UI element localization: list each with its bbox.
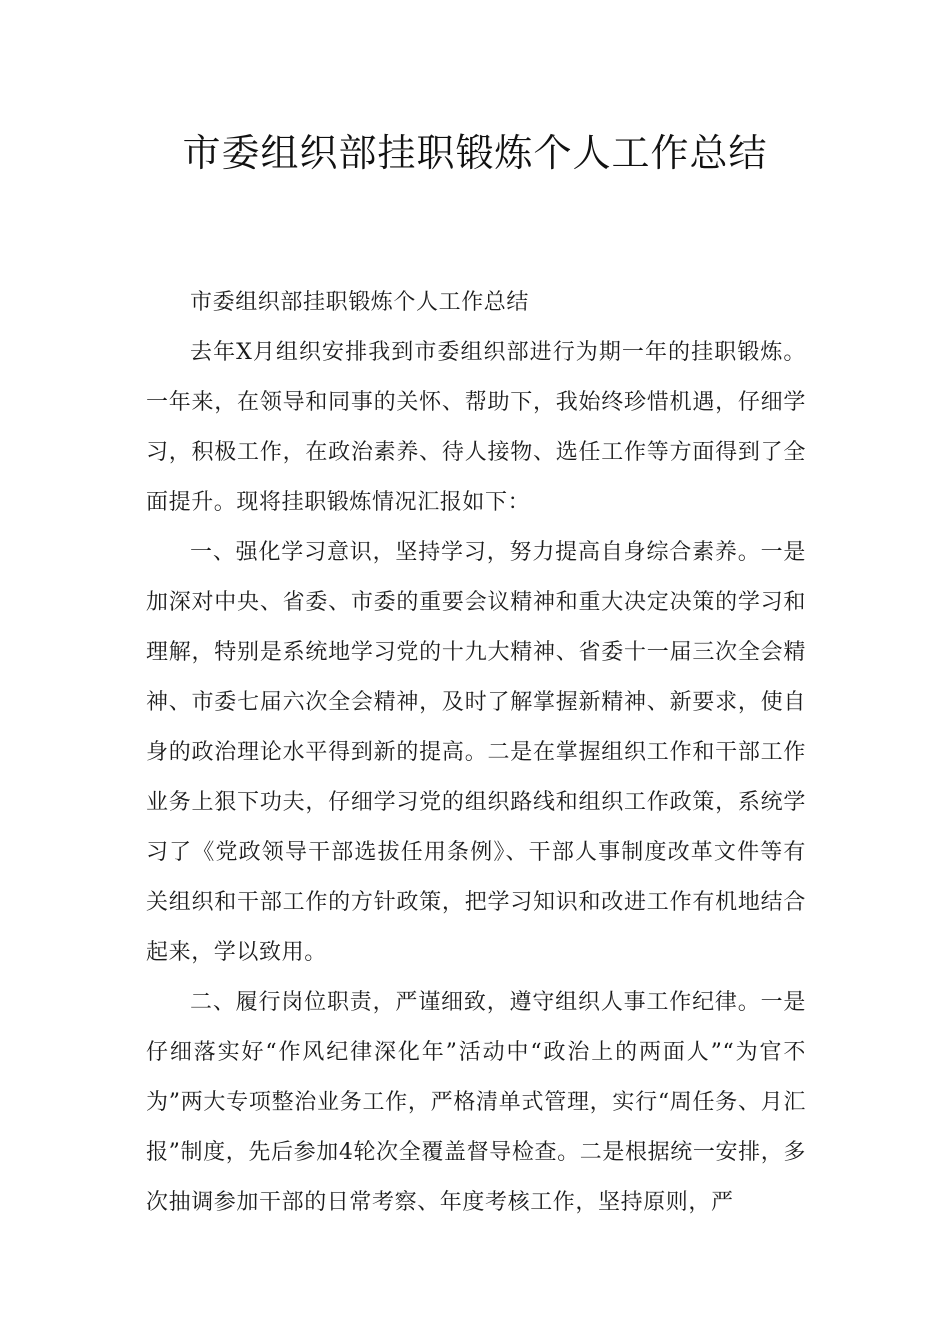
paragraph-section-two: 二、履行岗位职责，严谨细致，遵守组织人事工作纪律。一是仔细落实好“作风纪律深化年”活动中“政治上的两面人”“为官不为”两大专项整治业务工作，严格清单式管理，实行“周任务、月汇报”制度，先后参加4轮次全覆盖督导检查。二是根据统一安排，多次抽调参加干部的日常考察、年度考核工作，坚持原则，严 bbox=[146, 990, 806, 1215]
document-title: 市委组织部挂职锻炼个人工作总结 bbox=[182, 131, 768, 175]
document-body bbox=[146, 278, 806, 1228]
paragraph-intro: 去年X月组织安排我到市委组织部进行为期一年的挂职锻炼。一年来，在领导和同事的关怀、帮助下，我始终珍惜机遇，仔细学习，积极工作，在政治素养、待人接物、选任工作等方面得到了全面提升。现将挂职锻炼情况汇报如下： bbox=[146, 340, 806, 515]
paragraph-section-one: 一、强化学习意识，坚持学习，努力提高自身综合素养。一是加深对中央、省委、市委的重要会议精神和重大决定决策的学习和理解，特别是系统地学习党的十九大精神、省委十一届三次全会精神、市委七届六次全会精神，及时了解掌握新精神、新要求，使自身的政治理论水平得到新的提高。二是在掌握组织工作和干部工作业务上狠下功夫，仔细学习党的组织路线和组织工作政策，系统学习了《党政领导干部选拔任用条例》、干部人事制度改革文件等有关组织和干部工作的方针政策，把学习知识和改进工作有机地结合起来，学以致用。 bbox=[146, 540, 806, 965]
paragraph-subtitle: 市委组织部挂职锻炼个人工作总结 bbox=[190, 290, 530, 315]
